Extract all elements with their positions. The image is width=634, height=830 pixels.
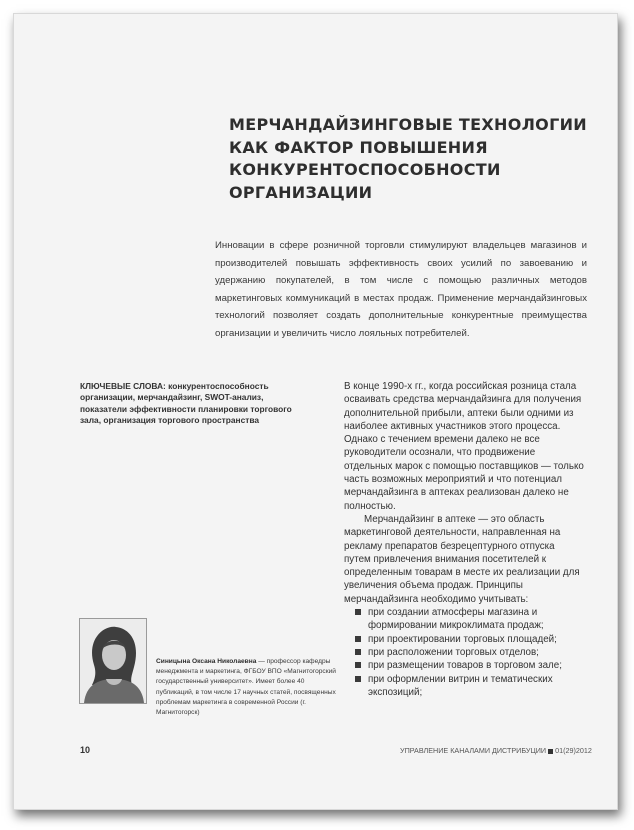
journal-footer [400,746,592,755]
keywords: КЛЮЧЕВЫЕ СЛОВА: конкурентоспособность организации, мерчандайзинг, SWOT-анализ, показатели эффективности планировки торгового зала, организация торгового пространства [80,381,292,426]
bullet-square-icon [355,609,361,615]
list-item [344,673,584,700]
lead-paragraph: Инновации в сфере розничной торговли стимулируют владельцев магазинов и производителей повышать эффективность своих усилий по завоеванию и удержанию покупателей, в том числе с помощью различных методов маркетинговых коммуникаций в местах продаж. Применение мерчандайзинговых технологий позволяет создать дополнительные конкурентные преимущества организации и увеличить число лояльных потребителей. [215,240,587,339]
body-paragraph: Мерчандайзинг в аптеке — это область маркетинговой деятельности, направленная на рекламу препаратов безрецептурного отпуска путем привлечения внимания посетителей к определенным товарам в месте их реализации для увеличения объема продаж. Принципы мерчандайзинга необходимо учитывать: [344,513,580,605]
author-bio [156,657,341,718]
author-name: Синицына Оксана Николаевна [156,658,257,665]
list-item [344,606,584,633]
principles-list [344,606,584,699]
list-item-text: при размещении товаров в торговом зале; [368,660,562,672]
author-photo [79,618,147,704]
separator-square-icon [548,749,553,754]
bullet-square-icon [355,649,361,655]
list-item [344,659,584,672]
list-item [344,633,584,646]
author-description: — профессор кафедры менеджмента и маркетинга, ФГБОУ ВПО «Магнитогорский государственный университет». Имеет более 40 публикаций, в том числе 17 научных статей, посвященных проблемам маркетинга в современной России (г. Магнитогорск) [156,658,336,717]
list-item [344,646,584,659]
title-line: ОРГАНИЗАЦИИ [229,182,373,202]
title-line: КОНКУРЕНТОСПОСОБНОСТИ [229,160,501,179]
list-item-text: при создании атмосферы магазина и формировании микроклимата продаж; [368,607,544,632]
journal-issue: 01(29)2012 [555,746,592,755]
article-title [229,114,589,204]
title-line: МЕРЧАНДАЙЗИНГОВЫЕ ТЕХНОЛОГИИ [229,115,587,134]
body-paragraph: В конце 1990-х гг., когда российская розница стала осваивать средства мерчандайзинга для получения дополнительной прибыли, аптеки были одними из наиболее активных участников этого процесса. Однако с течением времени далеко не все руководители осознали, что продвижение отдельных марок с помощью поставщиков — только часть возможных мероприятий и что потенциал мерчандайзинга в аптеках реализован далеко не полностью. [344,381,584,512]
page-number: 10 [80,745,91,755]
title-line: КАК ФАКТОР ПОВЫШЕНИЯ [229,137,488,157]
list-item-text: при оформлении витрин и тематических экспозиций; [368,673,553,698]
list-item-text: при проектировании торговых площадей; [368,633,557,645]
bullet-square-icon [355,662,361,668]
body-column [344,380,584,699]
bullet-square-icon [355,636,361,642]
portrait-image [80,619,146,703]
bullet-square-icon [355,676,361,682]
journal-name: УПРАВЛЕНИЕ КАНАЛАМИ ДИСТРИБУЦИИ [400,746,547,755]
list-item-text: при расположении торговых отделов; [368,646,539,658]
